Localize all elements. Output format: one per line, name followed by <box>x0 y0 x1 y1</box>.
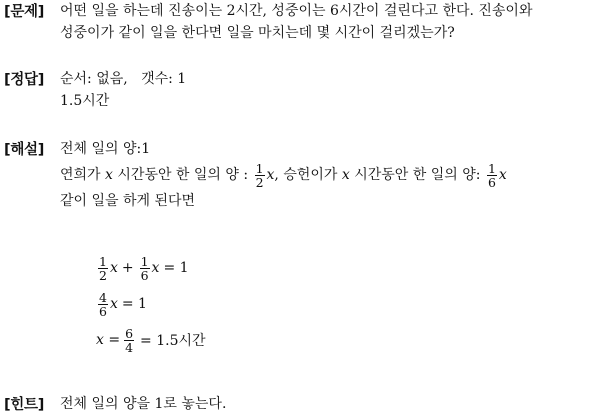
solution-line-1: 전체 일의 양:1 <box>60 141 151 157</box>
solution-line-2 <box>60 160 507 190</box>
equation-1-rhs: = 1 <box>163 260 189 276</box>
solution-body <box>60 138 507 212</box>
fraction-one-half <box>255 162 265 189</box>
problem-body <box>60 0 533 44</box>
solution-line-2-b: 시간동안 한 일의 양 : <box>117 167 249 183</box>
fraction-one-half <box>98 255 108 282</box>
answer-label: [정답] <box>4 72 45 88</box>
problem-line-1: 어떤 일을 하는데 진송이는 2시간, 성중이는 6시간이 걸린다고 한다. 진송이와 <box>60 3 533 19</box>
fraction-denominator: 2 <box>255 174 264 190</box>
equation-2 <box>96 286 210 322</box>
variable-x: x <box>341 167 350 183</box>
fraction-numerator: 6 <box>125 325 134 341</box>
equation-3-lhs: x = <box>96 332 121 348</box>
equation-1 <box>96 250 210 286</box>
problem-label: [문제] <box>4 4 45 20</box>
answer-line-2: 1.5시간 <box>60 93 110 109</box>
equation-2-rhs: = 1 <box>121 296 147 312</box>
variable-x: x <box>266 167 275 183</box>
fraction-four-sixths <box>98 291 108 318</box>
answer-line-1: 순서: 없음, 갯수: 1 <box>60 71 187 87</box>
fraction-numerator: 1 <box>487 160 496 176</box>
fraction-one-sixth <box>140 255 150 282</box>
equation-3 <box>96 322 210 358</box>
hint-label: [힌트] <box>4 397 45 413</box>
solution-line-2-d: 시간동안 한 일의 양: <box>354 167 481 183</box>
fraction-denominator: 4 <box>125 339 134 355</box>
equation-3-rhs: = 1.5시간 <box>140 333 206 349</box>
plus-sign: + <box>121 260 134 276</box>
solution-line-2-a: 연희가 <box>60 167 101 183</box>
solution-label: [해설] <box>4 142 45 158</box>
variable-x: x <box>151 260 160 276</box>
equation-block <box>96 250 210 358</box>
fraction-six-fourths <box>124 327 134 354</box>
variable-x: x <box>109 260 118 276</box>
fraction-denominator: 6 <box>140 267 149 283</box>
fraction-denominator: 6 <box>99 303 107 319</box>
fraction-numerator: 4 <box>99 289 107 305</box>
fraction-numerator: 1 <box>99 253 107 269</box>
solution-line-3: 같이 일을 하게 된다면 <box>60 193 196 209</box>
fraction-numerator: 1 <box>255 160 264 176</box>
solution-line-2-c: , 승헌이가 <box>274 167 338 183</box>
hint-body <box>60 393 226 415</box>
problem-line-2: 성중이가 같이 일을 한다면 일을 마치는데 몇 시간이 걸리겠는가? <box>60 25 455 41</box>
variable-x: x <box>105 167 113 183</box>
variable-x: x <box>498 167 507 183</box>
fraction-denominator: 2 <box>99 267 107 283</box>
fraction-denominator: 6 <box>487 174 496 190</box>
variable-x: x <box>109 296 118 312</box>
fraction-one-sixth <box>487 162 497 189</box>
fraction-numerator: 1 <box>140 253 149 269</box>
answer-body <box>60 68 186 112</box>
hint-line-1: 전체 일의 양을 1로 놓는다. <box>60 396 227 412</box>
